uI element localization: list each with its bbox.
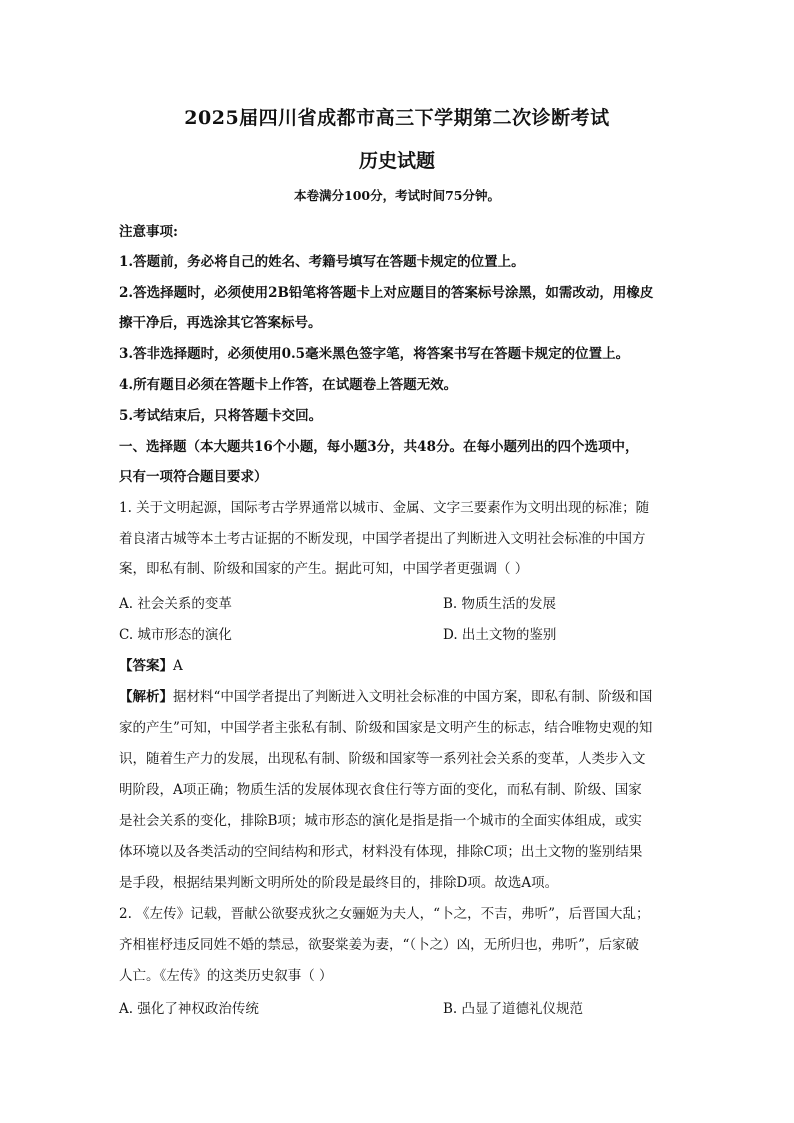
answer-value: A: [173, 658, 183, 674]
notice-item: 4.所有题目必须在答题卡上作答，在试题卷上答题无效。: [119, 377, 458, 393]
question-1-text: 案，即私有制、阶级和国家的产生。据此可知，中国学者更强调（ ）: [119, 561, 529, 577]
question-2-text: 人亡。《左传》的这类历史叙事（ ）: [119, 968, 333, 984]
q1-option-d: D. 出土文物的鉴别: [443, 627, 557, 643]
exam-title: 2025届四川省成都市高三下学期第二次诊断考试: [184, 107, 610, 129]
notice-item: 擦干净后，再选涂其它答案标号。: [119, 315, 322, 331]
notices-heading: 注意事项:: [119, 224, 178, 240]
q1-analysis-line: 家的产生”可知，中国学者主张私有制、阶级和国家是文明产生的标志，结合唯物史观的知: [119, 720, 653, 736]
q1-option-b: B. 物质生活的发展: [443, 596, 557, 612]
q1-analysis-line: 明阶段，A项正确；物质生活的发展体现衣食住行等方面的变化，而私有制、阶级、国家: [119, 782, 642, 798]
question-1-text: 着良渚古城等本土考古证据的不断发现，中国学者提出了判断进入文明社会标准的中国方: [119, 531, 646, 547]
notice-item: 2.答选择题时，必须使用2B铅笔将答题卡上对应题目的答案标号涂黑，如需改动，用橡皮: [119, 285, 654, 301]
q1-analysis-line: 体环境以及各类活动的空间结构和形式，材料没有体现，排除C项；出土文物的鉴别结果: [119, 844, 643, 860]
q1-analysis-line: 是手段，根据结果判断文明所处的阶段是最终目的，排除D项。故选A项。: [119, 875, 559, 891]
notice-item: 1.答题前，务必将自己的姓名、考籍号填写在答题卡规定的位置上。: [119, 254, 525, 270]
q1-option-c: C. 城市形态的演化: [119, 627, 232, 643]
q2-option-a: A. 强化了神权政治传统: [119, 1001, 259, 1017]
q1-option-a: A. 社会关系的变革: [119, 596, 232, 612]
exam-note: 本卷满分100分，考试时间75分钟。: [294, 188, 500, 203]
question-2-text: 齐相崔杼违反同姓不婚的禁忌，欲娶棠姜为妻，“（卜之）凶，无所归也，弗听”，后家破: [119, 937, 640, 953]
section-heading-cont: 只有一项符合题目要求）: [119, 469, 268, 485]
q2-option-b: B. 凸显了道德礼仪规范: [443, 1001, 584, 1017]
analysis-label: 【解析】: [119, 689, 173, 705]
q1-analysis-line: 是社会关系的变化，排除B项；城市形态的演化是指是指一个城市的全面实体组成，或实: [119, 813, 642, 829]
q1-analysis-line: 识，随着生产力的发展，出现私有制、阶级和国家等一系列社会关系的变革，人类步入文: [119, 751, 646, 767]
exam-subtitle: 历史试题: [358, 150, 435, 172]
notice-item: 5.考试结束后，只将答题卡交回。: [119, 408, 323, 424]
q1-analysis-line: [119, 685, 652, 705]
analysis-text: 据材料“中国学者提出了判断进入文明社会标准的中国方案，即私有制、阶级和国: [173, 689, 653, 705]
section-heading: 一、选择题（本大题共16个小题，每小题3分，共48分。在每小题列出的四个选项中，: [119, 439, 639, 455]
question-1-text: 1. 关于文明起源，国际考古学界通常以城市、金属、文字三要素作为文明出现的标准；随: [119, 500, 650, 516]
question-2-text: 2. 《左传》记载，晋献公欲娶戎狄之女骊姬为夫人，“卜之，不吉，弗听”，后晋国大乱；: [119, 906, 650, 922]
answer-label: 【答案】: [119, 658, 173, 674]
q1-answer: [119, 654, 183, 674]
notice-item: 3.答非选择题时，必须使用0.5毫米黑色签字笔，将答案书写在答题卡规定的位置上。: [119, 346, 630, 362]
